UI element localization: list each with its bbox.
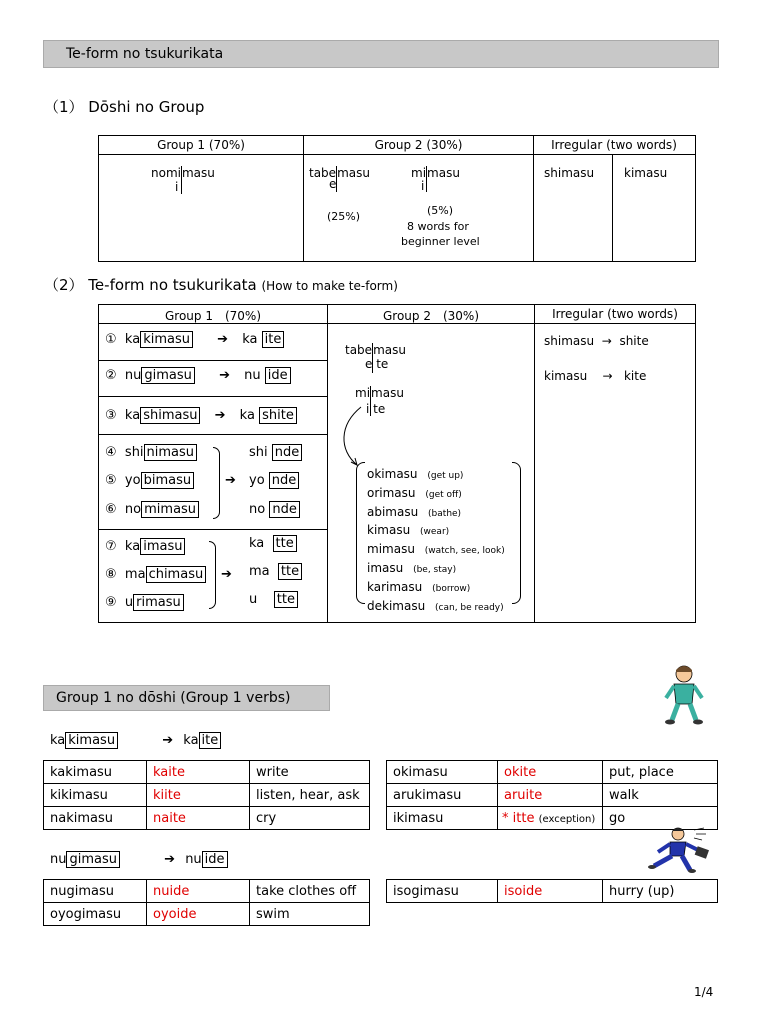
- table-row: isogimasu isoide hurry (up): [387, 880, 718, 903]
- g1-res-6: no nde: [249, 502, 300, 517]
- section1-heading: （1） Dōshi no Group: [44, 98, 205, 116]
- g2b-vowel: i: [421, 179, 425, 193]
- g1-row-7: ⑦ ka imasu: [105, 539, 185, 554]
- g2b-note2: beginner level: [401, 235, 480, 248]
- section3-bar: [43, 685, 330, 711]
- s1-header-g1: Group 1 (70%): [157, 138, 245, 152]
- g2-verb-6: imasu (be, stay): [367, 560, 457, 575]
- g2-list-left-brace: [356, 462, 365, 604]
- irr-shimasu: shimasu: [544, 166, 595, 180]
- table-row: okimasu okite put, place: [387, 761, 718, 784]
- g1-row-1: ① ka kimasu ➔ ka ite: [105, 332, 284, 347]
- arrow-456: ➔: [225, 473, 236, 488]
- g1-res-9: u tte: [249, 592, 298, 607]
- irr-kimasu: kimasu: [624, 166, 668, 180]
- g2-tabe: tabemasu: [345, 343, 406, 373]
- g2-verb-1: okimasu (get up): [367, 467, 464, 481]
- g1-example: nomimasu: [151, 166, 215, 194]
- g1-row-2: ② nu gimasu ➔ nu ide: [105, 368, 291, 383]
- g2-verb-3: abimasu (bathe): [367, 504, 462, 519]
- g1-res-5: yo nde: [249, 473, 299, 488]
- g1-res-7: ka tte: [249, 536, 297, 551]
- arrow-789: ➔: [221, 567, 232, 582]
- table-row: ikimasu * itte (exception) go: [387, 807, 718, 830]
- table-row: oyogimasu oyoide swim: [44, 903, 370, 926]
- g2-verb-list: [367, 466, 505, 616]
- g1-row-6: ⑥ no mimasu: [105, 502, 199, 517]
- g2-verb-5: mimasu (watch, see, look): [367, 542, 505, 557]
- s2-header-g1: Group 1 (70%): [164, 309, 262, 323]
- section2-table: [98, 304, 696, 623]
- example-kakimasu: ka kimasu ➔ ka ite: [50, 733, 221, 748]
- g2-verb-4: kimasu (wear): [367, 523, 450, 538]
- table-okimasu-group: [386, 760, 718, 830]
- g2-mi: mimasu: [355, 386, 404, 416]
- table-row: kakimasu kaite write: [44, 761, 370, 784]
- g1-row-3: ③ ka shimasu ➔ ka shite: [105, 408, 297, 423]
- g2-mi-line2: i te: [366, 402, 386, 416]
- g2b-percent: (5%): [427, 204, 454, 217]
- g1-row-5: ⑤ yo bimasu: [105, 473, 194, 488]
- running-man-illustration: [644, 826, 714, 874]
- g2b-note1: 8 words for: [407, 220, 469, 233]
- g2a-example: tabemasu: [309, 166, 370, 192]
- irr-row-2: kimasu → kite: [544, 369, 647, 383]
- table-row: arukimasu aruite walk: [387, 784, 718, 807]
- walking-man-illustration: [658, 662, 710, 728]
- table-kakimasu-group: [43, 760, 370, 830]
- g2-verb-2: orimasu (get off): [367, 485, 462, 500]
- g2-list-right-brace: [512, 462, 521, 604]
- table-row: nugimasu nuide take clothes off: [44, 880, 370, 903]
- g2-verb-7: karimasu (borrow): [367, 579, 471, 594]
- curved-arrow: [339, 405, 369, 470]
- table-isogimasu-group: [386, 879, 718, 903]
- g2-tabe-line2: e te: [365, 357, 389, 371]
- s1-header-irr: Irregular (two words): [551, 138, 677, 152]
- page-number: 1/4: [694, 985, 714, 999]
- g2b-example: mimasu: [411, 166, 460, 192]
- example-nugimasu: nu gimasu ➔ nu ide: [50, 852, 228, 867]
- g1-vowel: i: [175, 180, 179, 194]
- g2a-percent: (25%): [327, 210, 361, 223]
- g1-row-4: ④ shi nimasu: [105, 445, 197, 460]
- g1-res-8: ma tte: [249, 564, 302, 579]
- g2a-vowel: e: [329, 177, 337, 191]
- table-nugimasu-group: [43, 879, 370, 926]
- g1-row-9: ⑨ u rimasu: [105, 595, 184, 610]
- s2-header-irr: Irregular (two words): [552, 307, 678, 321]
- g1-row-8: ⑧ ma chimasu: [105, 567, 206, 582]
- section3-heading: Group 1 no dōshi (Group 1 verbs): [56, 690, 291, 706]
- section1-table: [98, 135, 696, 262]
- brace-456: [213, 447, 220, 519]
- page-title: Te-form no tsukurikata: [66, 46, 224, 62]
- irr-row-1: shimasu → shite: [544, 334, 649, 348]
- s1-header-g2: Group 2 (30%): [374, 138, 463, 152]
- table-row: nakimasu naite cry: [44, 807, 370, 830]
- title-bar: [43, 40, 719, 68]
- brace-789: [209, 541, 216, 609]
- table-row: kikimasu kiite listen, hear, ask: [44, 784, 370, 807]
- section2-heading: （2） Te-form no tsukurikata (How to make te-form): [44, 276, 398, 294]
- s2-header-g2: Group 2 (30%): [382, 309, 480, 323]
- g1-res-4: shi nde: [249, 445, 302, 460]
- g2-verb-8: dekimasu (can, be ready): [367, 598, 504, 613]
